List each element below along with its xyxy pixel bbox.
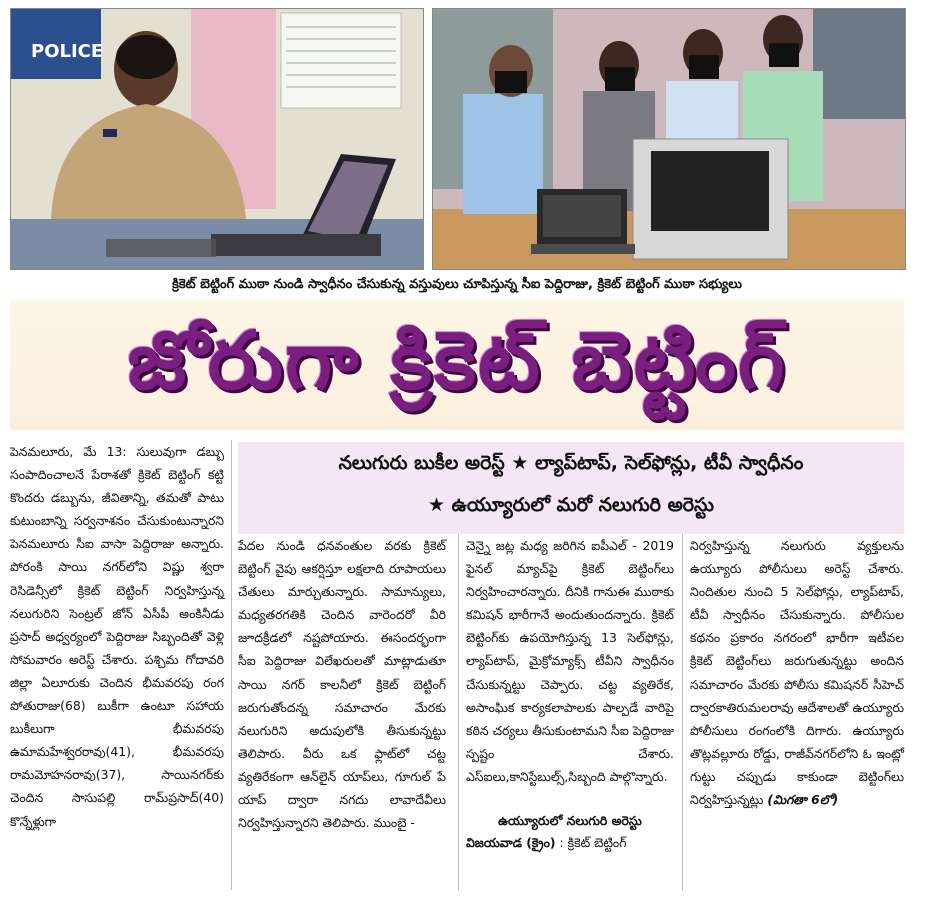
article-column-4	[690, 534, 904, 811]
subheadline-1: నలుగురు బుకీల అరెస్ట్ ★ ల్యాప్‌టాప్, సెల్‌ఫోన్లు, టీవీ స్వాధీనం	[338, 452, 804, 474]
article-column-2	[238, 534, 446, 834]
dateline-place: విజయవాడ (క్రైం)	[466, 835, 556, 850]
column-divider	[682, 534, 683, 890]
article-text-col3: చెన్నై జట్ల మధ్య జరిగిన ఐపీఎల్ - 2019 ఫైనల్ మ్యాచ్‌పై క్రికెట్ బెట్టింగ్‌లు నిర్వహించారన్నారు. దీనికి గానుఈ ముఠాకు కమిషన్ భారీగానే అందుతుందన్నారు. క్రికెట్ బెట్టింగ్‌కు ఉపయోగిస్తున్న 13 సెల్‌ఫోన్లు, ల్యాప్‌టాప్, మైక్రోమ్యాక్స్ టీవీని స్వాధీనం చేసుకున్నట్టు చెప్పారు. చట్ట వ్యతిరేక, అసాంఘిక కార్యకలాపాలకు పాల్పడే వారిపై కఠిన చర్యలు తీసుకుంటామని సీఐ పెద్దిరాజు స్పష్టం చేశారు. ఎస్‌ఐలు,కానిస్టేబుల్స్,సిబ్బంది పాల్గొన్నారు.	[466, 538, 674, 784]
seized-laptop	[531, 189, 635, 254]
sub-article-dateline	[466, 832, 674, 854]
dateline-text: : క్రికెట్ బెట్టింగ్	[559, 835, 627, 850]
article-text-col2: పేదల నుండి ధనవంతుల వరకు క్రికెట్ బెట్టింగ్ వైపు ఆకర్షిస్తూ లక్షలాది రూపాయలు చేతులు మార్చుతున్నారు. సామాన్యులు, మధ్యతరగతికి చెందిన వారెందరో వీరి జూదక్రీడలో నష్టపోయారు. ఈసందర్భంగా సీఐ పెద్దిరాజు విలేఖరులతో మాట్లాడుతూ సాయి నగర్ కాలనీలో క్రికెట్ బెట్టింగ్ జరుగుతోందన్న సమాచారం మేరకు నలుగురిని అదుపులోకి తీసుకున్నట్టు తెలిపారు. వీరు ఒక ఫ్లాట్‌లో చట్ట వ్యతిరేకంగా ఆన్‌లైన్ యాప్‌లు, గూగుల్ పే యాప్ ద్వారా నగదు లావాదేవీలు నిర్వహిస్తున్నారని తెలిపారు. ముంబై -	[238, 538, 446, 831]
headline: జోరుగా క్రికెట్ బెట్టింగ్	[127, 314, 787, 407]
photo-caption: క్రికెట్ బెట్టింగ్ ముఠా నుండి స్వాధీనం చేసుకున్న వస్తువులు చూపిస్తున్న సీఐ పెద్దిరాజు, క్రికెట్ బెట్టింగ్ ముఠా సభ్యులు	[172, 277, 742, 292]
seized-tv	[633, 139, 788, 259]
article-column-1	[10, 440, 224, 833]
photo-accused-illustration	[433, 9, 905, 269]
photo-accused-seized-items	[432, 8, 906, 270]
article-text-col4: నిర్వహిస్తున్న నలుగురు వ్యక్తులను ఉయ్యూరు పోలీసులు అరెస్ట్ చేశారు. నిందితుల నుంచి 5 సెల్‌ఫోన్లు, ల్యాప్‌టాప్, టీవీ స్వాధీనం చేసుకున్నారు. పోలీసుల కథనం ప్రకారం నగరంలో భారీగా ఇటీవల క్రికెట్ బెట్టింగ్‌లు జరుగుతున్నట్టు అందిన సమాచారం మేరకు పోలీసు కమిషనర్ సీహెచ్ ద్వారకాతిరుమలరావు ఆదేశాలతో ఉయ్యూరు పోలీసులు రంగంలోకి దిగారు. ఉయ్యూరు తొట్లవల్లూరు రోడ్డు, రాజీవ్‌నగర్‌లోని ఓ ఇంట్లో గుట్టు చప్పుడు కాకుండా బెట్టింగ్‌లు నిర్వహిస్తున్నట్లు	[690, 538, 904, 808]
subheadline-box	[238, 442, 904, 534]
photo-officer-laptop	[10, 8, 424, 270]
sub-article-heading: ఉయ్యూరులో నలుగురి అరెస్టు	[498, 813, 642, 828]
continued-marker: (మిగతా 6లో)	[767, 792, 839, 808]
photo-officer-illustration	[11, 9, 423, 269]
article-text-col1: పెనమలూరు, మే 13: సులువుగా డబ్బు సంపాదించాలనే పేరాశతో క్రికెట్ బెట్టింగ్ కట్టి కొందరు డబ్బును, జీవితాన్ని, తమతో పాటు కుటుంబాన్ని సర్వనాశనం చేసుకుంటున్నారని పెనమలూరు సీఐ వాసా పెద్దిరాజు అన్నారు. పోరంకి సాయి నగర్‌లోని విష్ణు శ్వరా రెసిడెన్సీలో క్రికెట్ బెట్టింగ్ నిర్వహిస్తున్న నలుగురిని సెంట్రల్ జోన్ ఏసీపీ అంకినీడు ప్రసాద్ అధ్వర్యంలో పెద్దిరాజు సిబ్బందితో వెళ్లి సోమవారం అరెస్ట్ చేశారు. పశ్చిమ గోదావరి జిల్లా ఏలూరుకు చెందిన భీమవరపు రంగ పోతురాజు(68) బుకీగా ఉంటూ సహాయ బుకీలుగా భీమవరపు ఉమామహేశ్వరరావు(41), భీమవరపు రామమోహనరావు(37), సాయినగర్‌కు చెందిన సాసుపల్లి రామ్‌ప్రసాద్(40) కొన్నేళ్లుగా	[10, 444, 224, 829]
subheadline-2: ★ ఉయ్యూరులో మరో నలుగురి అరెస్టు	[428, 494, 714, 516]
headline-banner	[10, 300, 904, 430]
article-column-3	[466, 534, 674, 788]
police-poster-text: POLICE	[31, 41, 104, 62]
column-divider	[231, 440, 232, 890]
column-divider	[458, 534, 459, 890]
